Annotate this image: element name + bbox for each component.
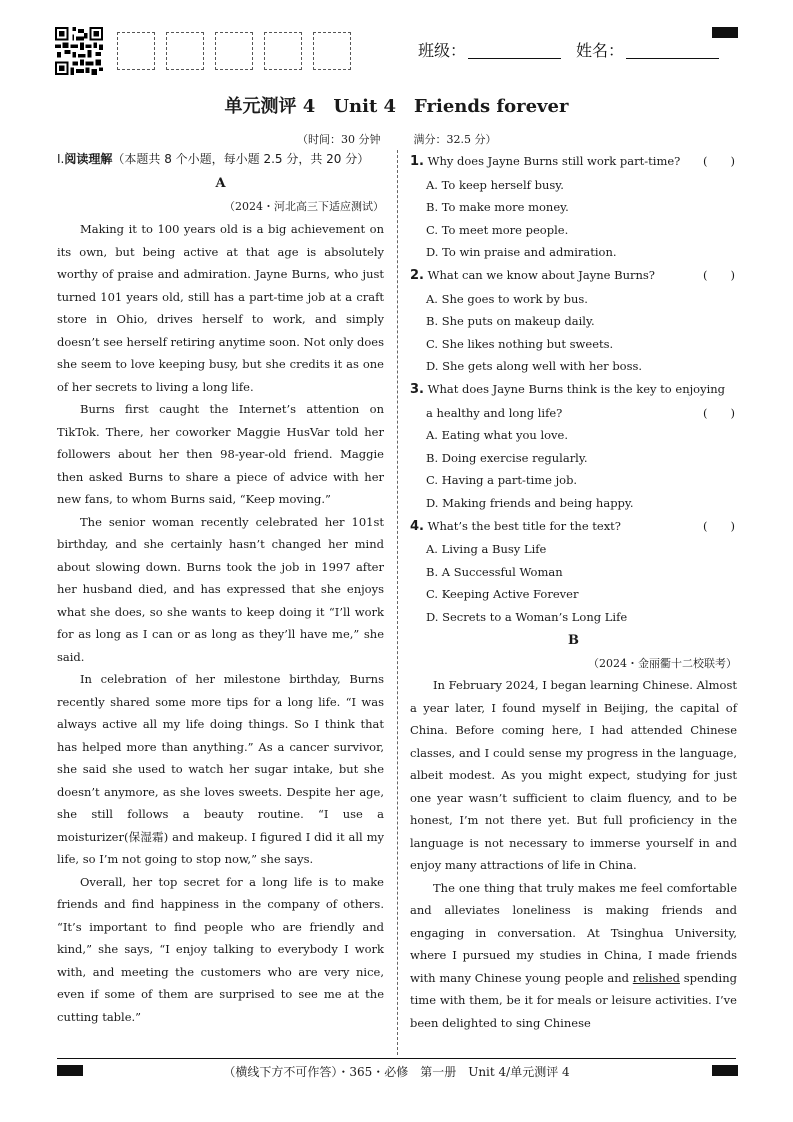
page-footer: （横线下方不可作答）・365・必修 第一册 Unit 4/单元测评 4 [223, 1065, 570, 1079]
qr-code-icon [55, 27, 103, 75]
passage-a-paragraph: Overall, her top secret for a long life is to make friends and find happiness in the company of others. “It’s important to find people who are friendly and kind,” she says, “I enjoy talking to everybody I work with, and meeting the customers who are very nice, even if some of them are surprised to see me at the cutting table.” [57, 874, 384, 1024]
score-box-1[interactable] [117, 32, 155, 70]
question-text: What can we know about Jayne Burns? [427, 267, 655, 282]
section-desc: （本题共 8 个小题，每小题 2.5 分，共 20 分） [112, 152, 370, 166]
class-field[interactable] [468, 58, 561, 59]
question-3 [410, 378, 737, 515]
question-number: 1. [410, 154, 424, 169]
question-text: Why does Jayne Burns still work part-time? [427, 154, 681, 168]
name-label: 姓名： [576, 41, 625, 60]
option-a[interactable]: A. Living a Busy Life [426, 542, 547, 557]
column-divider [397, 150, 398, 1055]
left-column [57, 150, 384, 1028]
score-box-3[interactable] [215, 32, 253, 70]
option-d[interactable]: D. She gets along well with her boss. [426, 359, 643, 374]
passage-b-body [410, 674, 737, 1034]
corner-mark-top-right [712, 27, 738, 38]
option-a[interactable]: A. She goes to work by bus. [426, 291, 588, 306]
passage-a-paragraph: The senior woman recently celebrated her 101st birthday, and she certainly hasn’t changed her mind about slowing down. Burns took the job in 1997 after her husband died, and has expressed that she enjoys what she does, so she wants to keep doing it “I’ll work for as long as I can or as long as they’ll have me,” she said. [57, 514, 384, 664]
footer-rule [57, 1058, 736, 1059]
question-4 [410, 515, 737, 629]
passage-a-paragraph: Burns first caught the Internet’s attention on TikTok. There, her coworker Maggie HusVar told her followers about her then 98-year-old friend. Maggie then asked Burns to share a piece of advice with her new fans, to whom Burns said, “Keep moving.” [57, 402, 384, 506]
answer-blank[interactable]: ( ) [703, 518, 735, 533]
option-c[interactable]: C. To meet more people. [426, 222, 569, 237]
question-stem [410, 515, 737, 539]
question-text: What does Jayne Burns think is the key to enjoying [427, 381, 726, 396]
option-b[interactable]: B. She puts on makeup daily. [426, 314, 595, 329]
question-stem-cont [410, 402, 737, 425]
option-b[interactable]: B. Doing exercise regularly. [426, 450, 588, 465]
option-a[interactable]: A. Eating what you love. [426, 428, 569, 443]
score-box-4[interactable] [264, 32, 302, 70]
score-box-5[interactable] [313, 32, 351, 70]
option-b[interactable]: B. A Successful Woman [426, 564, 563, 579]
question-text: What’s the best title for the text? [427, 518, 621, 533]
question-number: 3. [410, 381, 424, 397]
passage-a-source: （2024・河北高三下适应测试） [224, 200, 384, 213]
text-run: spending time with them, be it for meals or leisure activities. I’ve been delighted to sing Chinese [410, 970, 737, 1030]
passage-a-paragraph: In celebration of her milestone birthday, Burns recently shared some more tips for a long life. “I was always active all my life doing things. So I think that has helped more than anything.” As a cancer survivor, she said she used to watch her sugar intake, but she doesn’t anymore, as she loves sweets. Despite her age, she still follows a beauty routine. “I use a moisturizer(保湿霜) and makeup. I figured I did it all my life, so I’m not going to stop now,” she says. [57, 672, 384, 866]
section-roman: Ⅰ. [57, 152, 65, 166]
option-b[interactable]: B. To make more money. [426, 200, 569, 215]
option-d[interactable]: D. To win praise and admiration. [426, 245, 617, 260]
question-number: 2. [410, 267, 424, 283]
name-field[interactable] [626, 58, 719, 59]
option-c[interactable]: C. Having a part-time job. [426, 473, 578, 488]
passage-a-letter: A [215, 176, 226, 191]
section-title: 阅读理解 [64, 152, 113, 166]
question-stem [410, 378, 737, 402]
passage-b-paragraph [410, 877, 737, 1035]
passage-b-source: （2024・金丽衢十二校联考） [588, 657, 737, 671]
passage-b-letter: B [568, 633, 579, 649]
underlined-word: relished [632, 970, 680, 985]
option-c[interactable]: C. She likes nothing but sweets. [426, 336, 614, 351]
question-text-cont: a healthy and long life? [426, 405, 563, 420]
option-d[interactable]: D. Secrets to a Woman’s Long Life [426, 609, 628, 624]
score-box-2[interactable] [166, 32, 204, 70]
question-stem [410, 150, 737, 174]
option-d[interactable]: D. Making friends and being happy. [426, 495, 634, 510]
text-run: The one thing that truly makes me feel comfortable and alleviates loneliness is making friends and engaging in conversation. At Tsinghua University, where I pursued my studies in China, I made friends with many Chinese young people and [410, 880, 737, 985]
question-stem [410, 264, 737, 288]
answer-blank[interactable]: ( ) [703, 267, 735, 282]
time-info: （时间：30 分钟 满分：32.5 分） [297, 133, 497, 146]
section-heading [57, 150, 384, 168]
answer-blank[interactable]: ( ) [703, 405, 735, 420]
answer-blank[interactable]: ( ) [703, 154, 735, 168]
right-column [410, 150, 737, 1034]
passage-b-paragraph: In February 2024, I began learning Chinese. Almost a year later, I found myself in Beijing, the capital of China. Before coming here, I had attended Chinese classes, and I could sense my progress in the language, albeit modest. As you might expect, studying for just one year wasn’t sufficient to claim fluency, and to be honest, I’m not there yet. But full proficiency in the language is not necessary to immerse yourself in and enjoy many attractions of life in China. [410, 678, 737, 873]
class-label: 班级： [418, 41, 467, 60]
option-c[interactable]: C. Keeping Active Forever [426, 587, 579, 602]
question-1 [410, 150, 737, 264]
option-a[interactable]: A. To keep herself busy. [426, 177, 564, 192]
question-2 [410, 264, 737, 378]
question-number: 4. [410, 518, 424, 534]
page-title: 单元测评 4 Unit 4 Friends forever [224, 96, 569, 117]
passage-a-body [57, 218, 384, 1028]
passage-a-paragraph: Making it to 100 years old is a big achievement on its own, but being active at that age is absolutely worthy of praise and admiration. Jayne Burns, who just turned 101 years old, still has a part-time job at a craft store in Ohio, drives herself to work, and simply doesn’t see herself retiring anytime soon. Not only does she seem to love keeping busy, but she credits it as one of her secrets to living a long life. [57, 222, 385, 394]
